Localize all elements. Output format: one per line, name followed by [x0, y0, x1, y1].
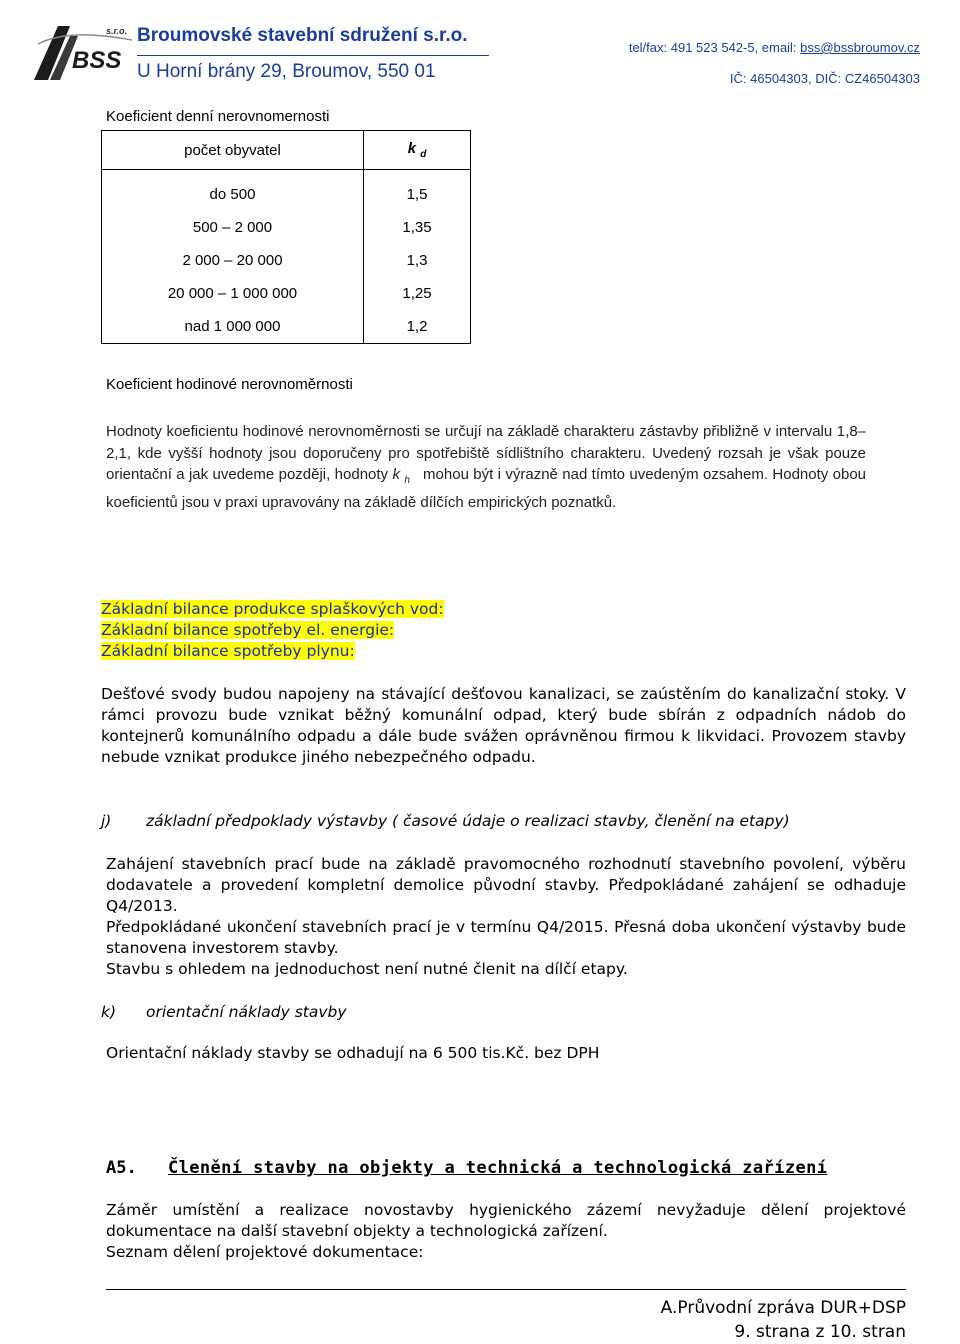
table-row	[102, 178, 471, 211]
population-cell: do 500	[102, 178, 364, 211]
section-a5-title: Členění stavby na objekty a technická a technologická zařízení	[168, 1158, 828, 1178]
header-divider	[137, 55, 489, 56]
footer-page-number: 9. strana z 10. stran	[734, 1322, 906, 1342]
hourly-coef-title: Koeficient hodinové nerovnoměrnosti	[106, 376, 353, 393]
k-cell: 1,35	[364, 211, 471, 244]
k-subscript: d	[420, 149, 427, 160]
table-row	[102, 244, 471, 277]
drainage-text: Dešťové svody budou napojeny na stávající dešťovou kanalizaci, se zaústěním do kanalizační stoky. V rámci provozu bude vznikat běžný komunální odpad, který bude sbírán z odpadních nádob do kontejnerů komunálního odpadu a dále bude svážen oprávněnou firmou k likvidaci. Provozem stavby nebude vznikat produkce jiného nebezpečného odpadu.	[101, 685, 906, 766]
section-k-title: orientační náklady stavby	[146, 1003, 347, 1021]
footer-divider	[106, 1289, 906, 1290]
hourly-text-part-a: Hodnoty koeficientu hodinové nerovnoměrnosti se určují na základě charakteru zástavby přibližně v intervalu 1,8–2,1, kde vyšší hodnoty jsou doporučeny pro spotřebiště sídlištního charakteru. Uvedený rozsah je však pouze orientační a jak uvedeme později, hodnoty	[106, 423, 866, 483]
daily-coef-title: Koeficient denní nerovnomernosti	[106, 108, 330, 125]
col-k-header	[364, 131, 471, 170]
logo-sro: s.r.o.	[106, 26, 128, 36]
contact-email-link[interactable]: bss@bssbroumov.cz	[800, 40, 920, 55]
k-cell: 1,2	[364, 310, 471, 344]
k-symbol: k	[407, 140, 417, 157]
section-a5-para1: Záměr umístění a realizace novostavby hygienického zázemí nevyžaduje dělení projektové dokumentace na další stavební objekty a technologická zařízení.	[106, 1201, 906, 1240]
company-name: Broumovské stavební sdružení s.r.o.	[137, 25, 468, 46]
hourly-text-part-b: mohou být i výrazně nad tímto uvedeným ozsahem. Hodnoty obou koeficientů jsou v praxi upravovány na základě dílčích empirických poznatků.	[106, 466, 867, 511]
table-header-row	[102, 131, 471, 170]
k-cell: 1,3	[364, 244, 471, 277]
section-a5-body	[106, 1200, 906, 1263]
section-j-body	[106, 854, 906, 980]
kh-subscript: h	[404, 475, 410, 486]
section-k-text: Orientační náklady stavby se odhadují na 6 500 tis.Kč. bez DPH	[106, 1044, 600, 1062]
section-j-label: j)	[101, 812, 112, 830]
balance-electricity: Základní bilance spotřeby el. energie:	[101, 621, 395, 639]
balance-wastewater: Základní bilance produkce splaškových vod:	[101, 600, 444, 618]
table-row	[102, 277, 471, 310]
section-j-para2: Předpokládané ukončení stavebních prací je v termínu Q4/2015. Přesná doba ukončení výstavby bude stanovena investorem stavby.	[106, 918, 906, 957]
section-a5-number: A5.	[106, 1158, 137, 1178]
logo-text: BSS	[72, 47, 122, 74]
daily-coef-table	[101, 130, 471, 344]
kh-symbol: k	[392, 466, 400, 483]
population-cell: 500 – 2 000	[102, 211, 364, 244]
letterhead	[0, 0, 960, 96]
population-cell: nad 1 000 000	[102, 310, 364, 344]
hourly-coef-text	[106, 421, 866, 513]
population-cell: 20 000 – 1 000 000	[102, 277, 364, 310]
company-ids: IČ: 46504303, DIČ: CZ46504303	[729, 71, 920, 86]
k-cell: 1,5	[364, 178, 471, 211]
col-population-header: počet obyvatel	[102, 131, 364, 170]
section-j-para3: Stavbu s ohledem na jednoduchost není nutné členit na dílčí etapy.	[106, 960, 628, 978]
section-a5-heading	[106, 1158, 828, 1178]
balance-gas: Základní bilance spotřeby plynu:	[101, 642, 355, 660]
table-gap-row	[102, 170, 471, 179]
table-row	[102, 310, 471, 344]
page-footer	[661, 1296, 906, 1344]
section-k-label: k)	[101, 1003, 117, 1021]
footer-document-name: A.Průvodní zpráva DUR+DSP	[660, 1298, 906, 1318]
section-j-para1: Zahájení stavebních prací bude na základě pravomocného rozhodnutí stavebního povolení, výběru dodavatele a provedení kompletní demolice původní stavby. Předpokládané zahájení se odhaduje Q4/2013.	[106, 855, 906, 915]
section-j-title: základní předpoklady výstavby ( časové údaje o realizaci stavby, členění na etapy)	[146, 812, 790, 830]
contact-phone: tel/fax: 491 523 542-5, email:	[628, 40, 801, 55]
section-a5-para2: Seznam dělení projektové dokumentace:	[106, 1243, 424, 1261]
table-row	[102, 211, 471, 244]
k-cell: 1,25	[364, 277, 471, 310]
population-cell: 2 000 – 20 000	[102, 244, 364, 277]
company-address: U Horní brány 29, Broumov, 550 01	[137, 61, 436, 82]
company-contact	[629, 40, 920, 55]
